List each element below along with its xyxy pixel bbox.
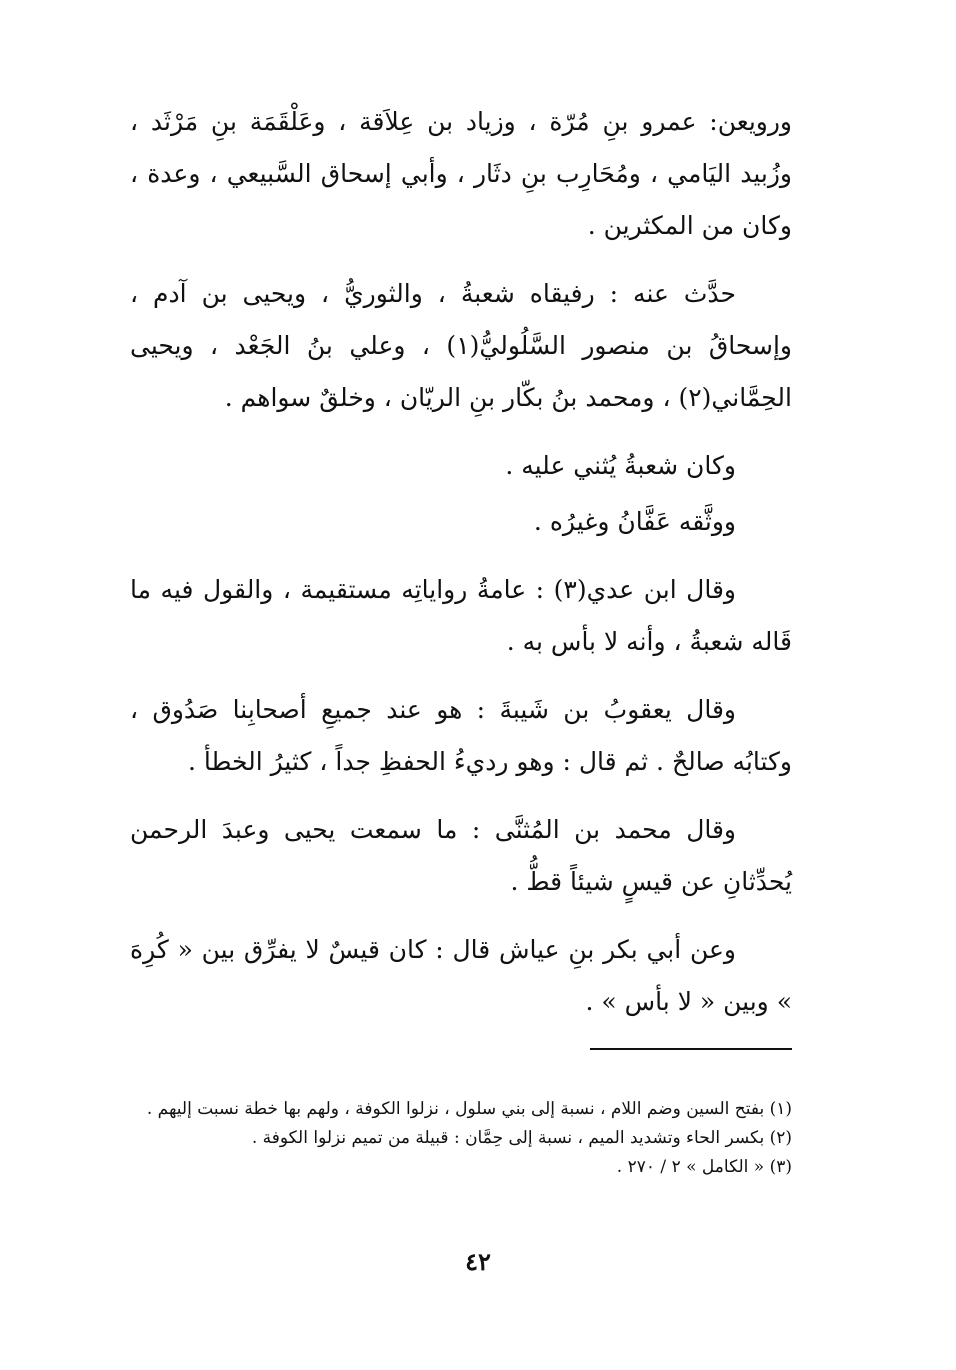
page-number: ٤٢ [465,1247,491,1276]
paragraph-ibn-adi: وقال ابن عدي(٣) : عامةُ رواياتِه مستقيمة ، والقول فيه ما قَاله شعبةُ ، وأنه لا بأس به . [130,575,792,656]
main-text [130,96,792,1044]
paragraph-affan-trust: ووثَّقه عَفَّانُ وغيرُه . [533,507,736,536]
paragraph-abu-bakr: وعن أبي بكر بنِ عياش قال : كان قيسٌ لا يفرِّق بين « كُرِهَ » وبين « لا بأس » . [130,935,792,1016]
footnote-1: (١) بفتح السين وضم اللام ، نسبة إلى بني سلول ، نزلوا الكوفة ، ولهم بها خطة نسبت إليهم . [146,1099,792,1119]
footnote-divider [590,1048,792,1050]
paragraph-yaqub: وقال يعقوبُ بن شَيبةَ : هو عند جميعِ أصحابِنا صَدُوق ، وكتابُه صالحٌ . ثم قال : وهو رديءُ الحفظِ جداً ، كثيرُ الخطأ . [130,695,792,776]
paragraph-shuba-praise: وكان شعبةُ يُثني عليه . [505,451,736,480]
paragraph-muthanna: وقال محمد بن المُثنَّى : ما سمعت يحيى وعبدَ الرحمن يُحدِّثانِ عن قيسٍ شيئاً قطُّ . [130,815,792,896]
paragraph-narrated-by: حدَّث عنه : رفيقاه شعبةُ ، والثوريُّ ، ويحيى بن آدم ، وإسحاقُ بن منصور السَّلُوليُّ(١) ، وعلي بنُ الجَعْد ، ويحيى الحِمَّاني(٢) ، ومحمد بنُ بكّار بنِ الريّان ، وخلقٌ سواهم . [130,279,792,412]
footnote-3: (٣) « الكامل » ٢ / ٢٧٠ . [616,1157,792,1177]
footnotes [130,1095,792,1182]
footnote-2: (٢) بكسر الحاء وتشديد الميم ، نسبة إلى حِمَّان : قبيلة من تميم نزلوا الكوفة . [251,1128,792,1148]
paragraph-narrated-from: ورویعن: عمرو بنِ مُرّة ، وزياد بن عِلاَقة ، وعَلْقَمَة بنِ مَرْثَد ، وزُبيد اليَامي ، ومُحَارِب بنِ دثَار ، وأبي إسحاق السَّبيعي ، وعدة ، وكان من المكثرين . [130,107,792,240]
